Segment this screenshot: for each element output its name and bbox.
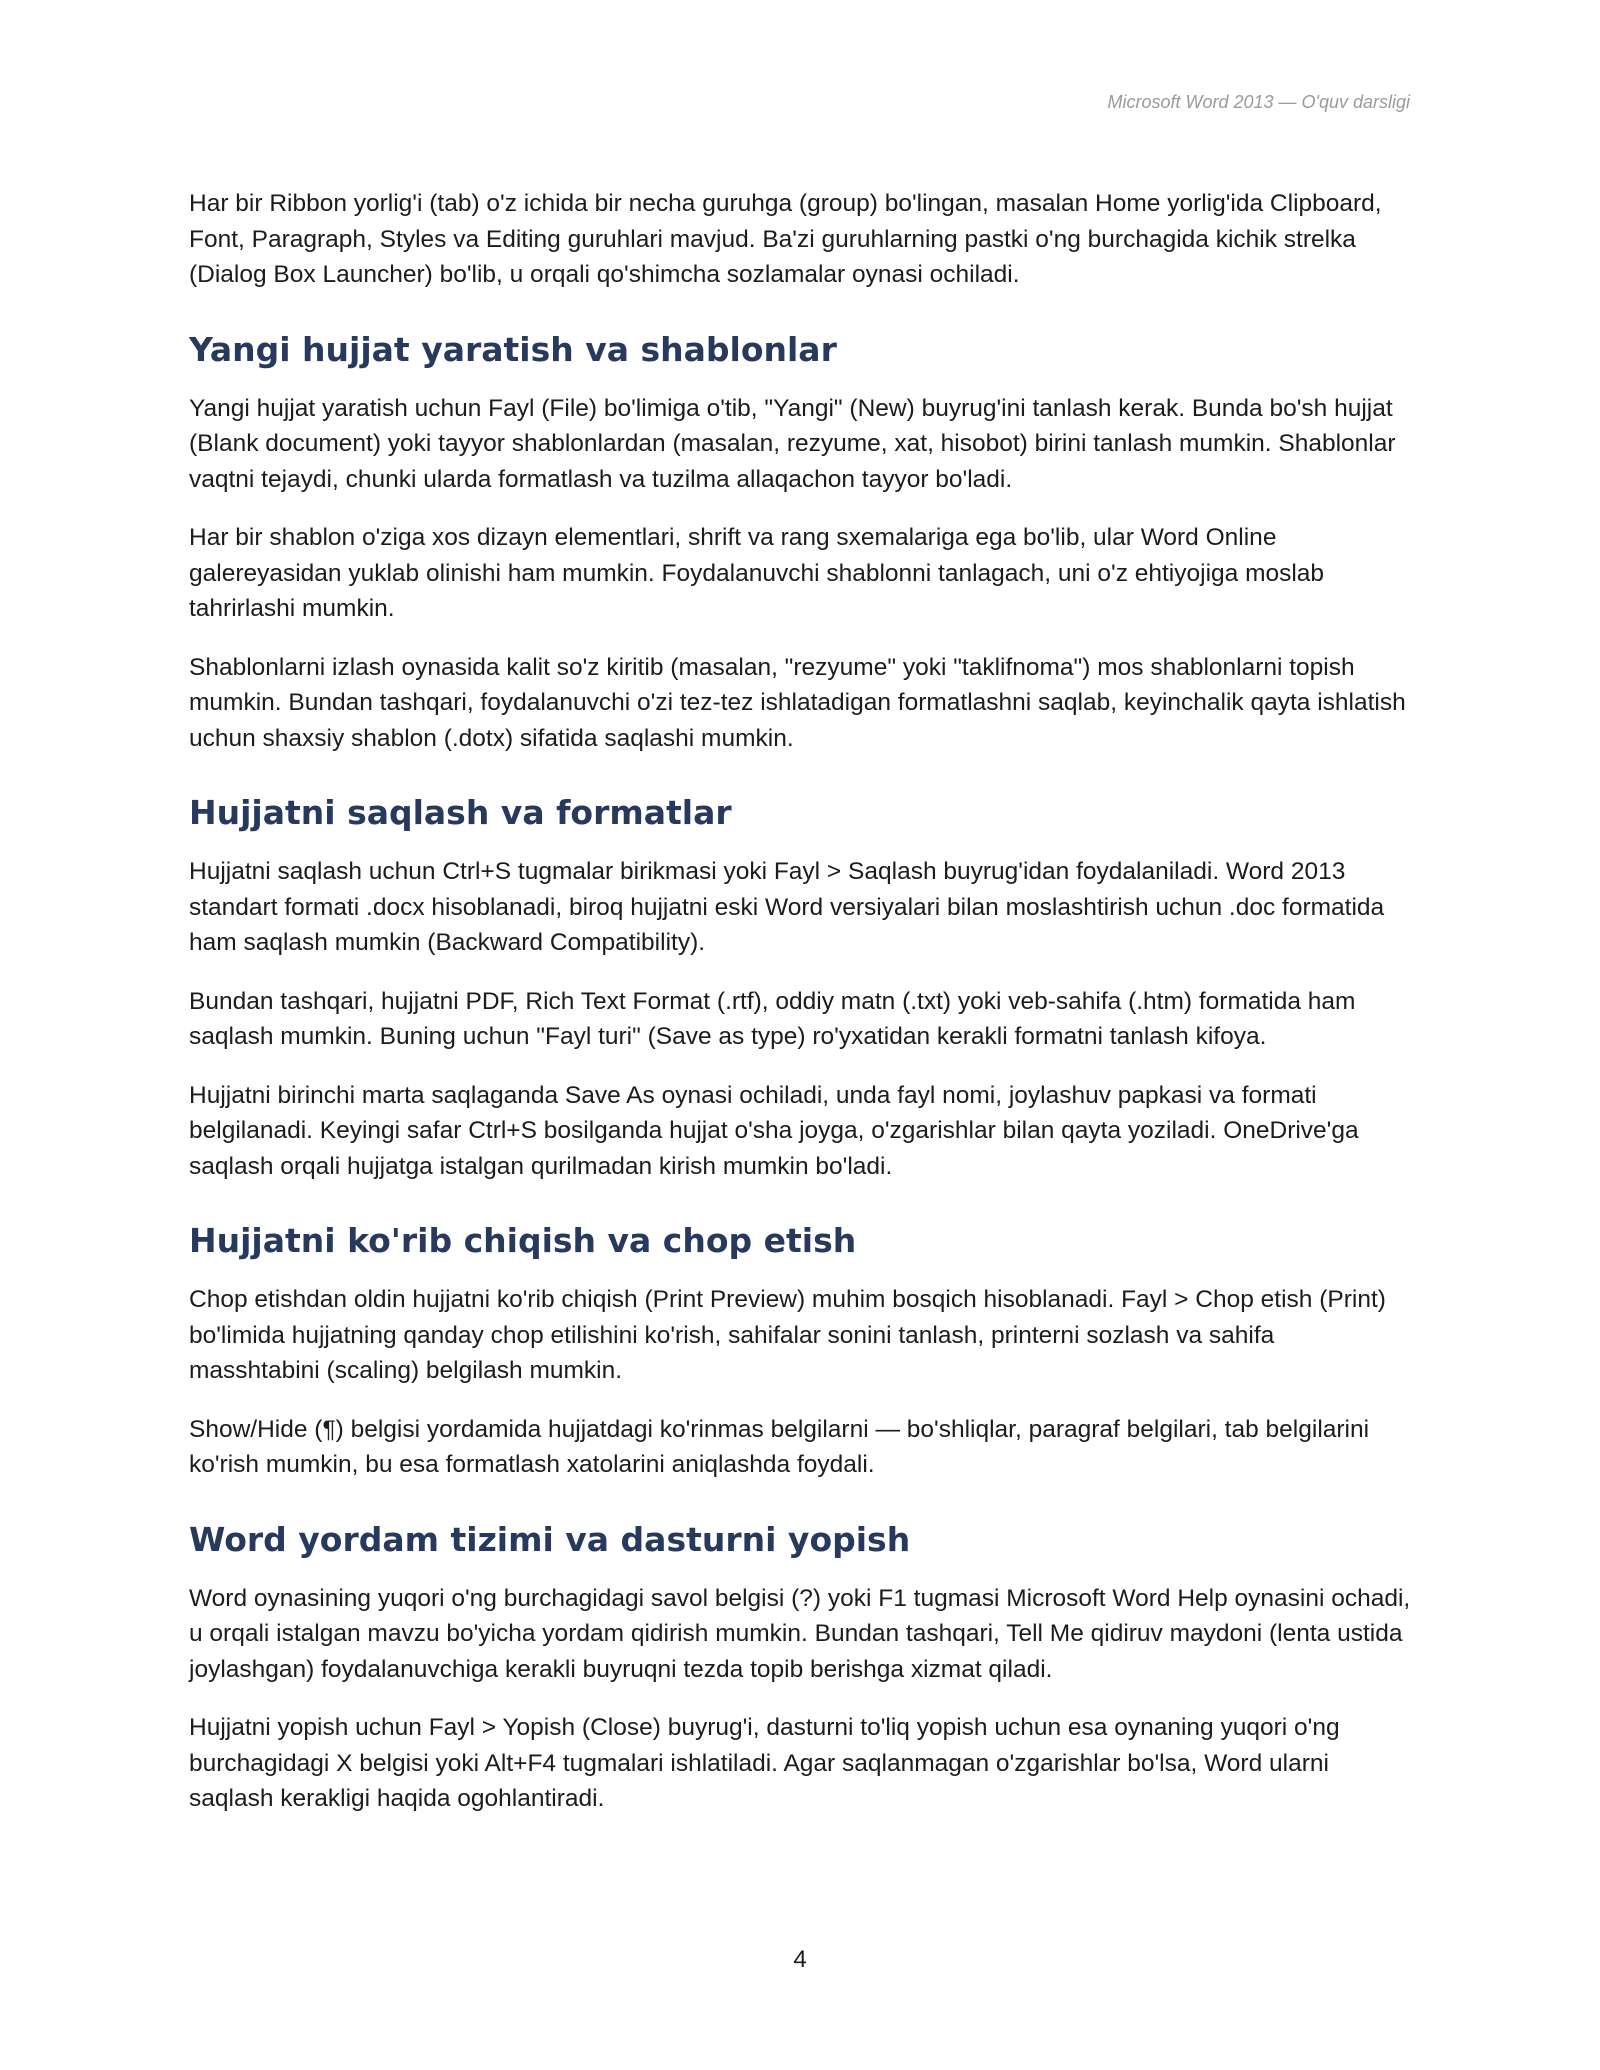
section-heading-help: Word yordam tizimi va dasturni yopish <box>189 1519 911 1559</box>
body-paragraph: Har bir shablon o'ziga xos dizayn elementlari, shrift va rang sxemalariga ega bo'lib, ular Word Online galereyasidan yuklab olinishi ham mumkin. Foydalanuvchi shablonni tanlagach, uni o'z ehtiyojiga moslab tahrirlashi mumkin. <box>189 524 1325 622</box>
body-paragraph: Shablonlarni izlash oynasida kalit so'z kiritib (masalan, "rezyume" yoki "taklifnoma") mos shablonlarni topish mumkin. Bundan tashqari, foydalanuvchi o'zi tez-tez ishlatadigan formatlashni saqlab, keyinchalik qayta ishlatish uchun shaxsiy shablon (.dotx) sifatida saqlashi mumkin. <box>189 653 1406 752</box>
section-heading-new-document: Yangi hujjat yaratish va shablonlar <box>189 329 837 369</box>
body-paragraph: Word oynasining yuqori o'ng burchagidagi savol belgisi (?) yoki F1 tugmasi Microsoft Word Help oynasini ochadi, u orqali istalgan mavzu bo'yicha yordam qidirish mumkin. Bundan tashqari, Tell Me qidiruv maydoni (lenta ustida joylashgan) foydalanuvchiga kerakli buyruqni tezda topib berishga xizmat qiladi. <box>189 1584 1411 1683</box>
intro-paragraph: Har bir Ribbon yorlig'i (tab) o'z ichida bir necha guruhga (group) bo'lingan, masalan Home yorlig'ida Clipboard, Font, Paragraph, Styles va Editing guruhlari mavjud. Ba'zi guruhlarning pastki o'ng burchagida kichik strelka (Dialog Box Launcher) bo'lib, u orqali qo'shimcha sozlamalar oynasi ochiladi. <box>189 190 1382 288</box>
document-body <box>189 186 1411 1840</box>
body-paragraph: Hujjatni birinchi marta saqlaganda Save As oynasi ochiladi, unda fayl nomi, joylashuv papkasi va formati belgilanadi. Keyingi safar Ctrl+S bosilganda hujjat o'sha joyga, o'zgarishlar bilan qayta yoziladi. OneDrive'ga saqlash orqali hujjatga istalgan qurilmadan kirish mumkin bo'ladi. <box>189 1081 1359 1180</box>
body-paragraph: Chop etishdan oldin hujjatni ko'rib chiqish (Print Preview) muhim bosqich hisoblanadi. Fayl > Chop etish (Print) bo'limida hujjatning qanday chop etilishini ko'rish, sahifalar sonini tanlash, printerni sozlash va sahifa masshtabini (scaling) belgilash mumkin. <box>189 1286 1386 1384</box>
running-header: Microsoft Word 2013 — O'quv darsligi <box>1107 92 1410 112</box>
section-heading-saving: Hujjatni saqlash va formatlar <box>189 793 732 832</box>
body-paragraph: Hujjatni yopish uchun Fayl > Yopish (Close) buyrug'i, dasturni to'liq yopish uchun esa oynaning yuqori o'ng burchagidagi X belgisi yoki Alt+F4 tugmalari ishlatiladi. Agar saqlanmagan o'zgarishlar bo'lsa, Word ularni saqlash kerakligi haqida ogohlantiradi. <box>189 1714 1340 1812</box>
body-paragraph: Yangi hujjat yaratish uchun Fayl (File) bo'limiga o'tib, "Yangi" (New) buyrug'ini tanlash kerak. Bunda bo'sh hujjat (Blank document) yoki tayyor shablonlardan (masalan, rezyume, xat, hisobot) birini tanlash mumkin. Shablonlar vaqtni tejaydi, chunki ularda formatlash va tuzilma allaqachon tayyor bo'ladi. <box>189 394 1396 493</box>
section-heading-printing: Hujjatni ko'rib chiqish va chop etish <box>189 1221 857 1260</box>
body-paragraph: Hujjatni saqlash uchun Ctrl+S tugmalar birikmasi yoki Fayl > Saqlash buyrug'idan foydalaniladi. Word 2013 standart formati .docx hisoblanadi, biroq hujjatni eski Word versiyalari bilan moslashtirish uchun .doc formatida ham saqlash mumkin (Backward Compatibility). <box>189 858 1385 956</box>
page-number: 4 <box>793 1946 807 1973</box>
body-paragraph: Show/Hide (¶) belgisi yordamida hujjatdagi ko'rinmas belgilarni — bo'shliqlar, paragraf belgilari, tab belgilarini ko'rish mumkin, bu esa formatlash xatolarini aniqlashda foydali. <box>189 1415 1370 1478</box>
body-paragraph: Bundan tashqari, hujjatni PDF, Rich Text Format (.rtf), oddiy matn (.txt) yoki veb-sahifa (.htm) formatida ham saqlash mumkin. Buning uchun "Fayl turi" (Save as type) ro'yxatidan kerakli formatni tanlash kifoya. <box>189 987 1356 1050</box>
